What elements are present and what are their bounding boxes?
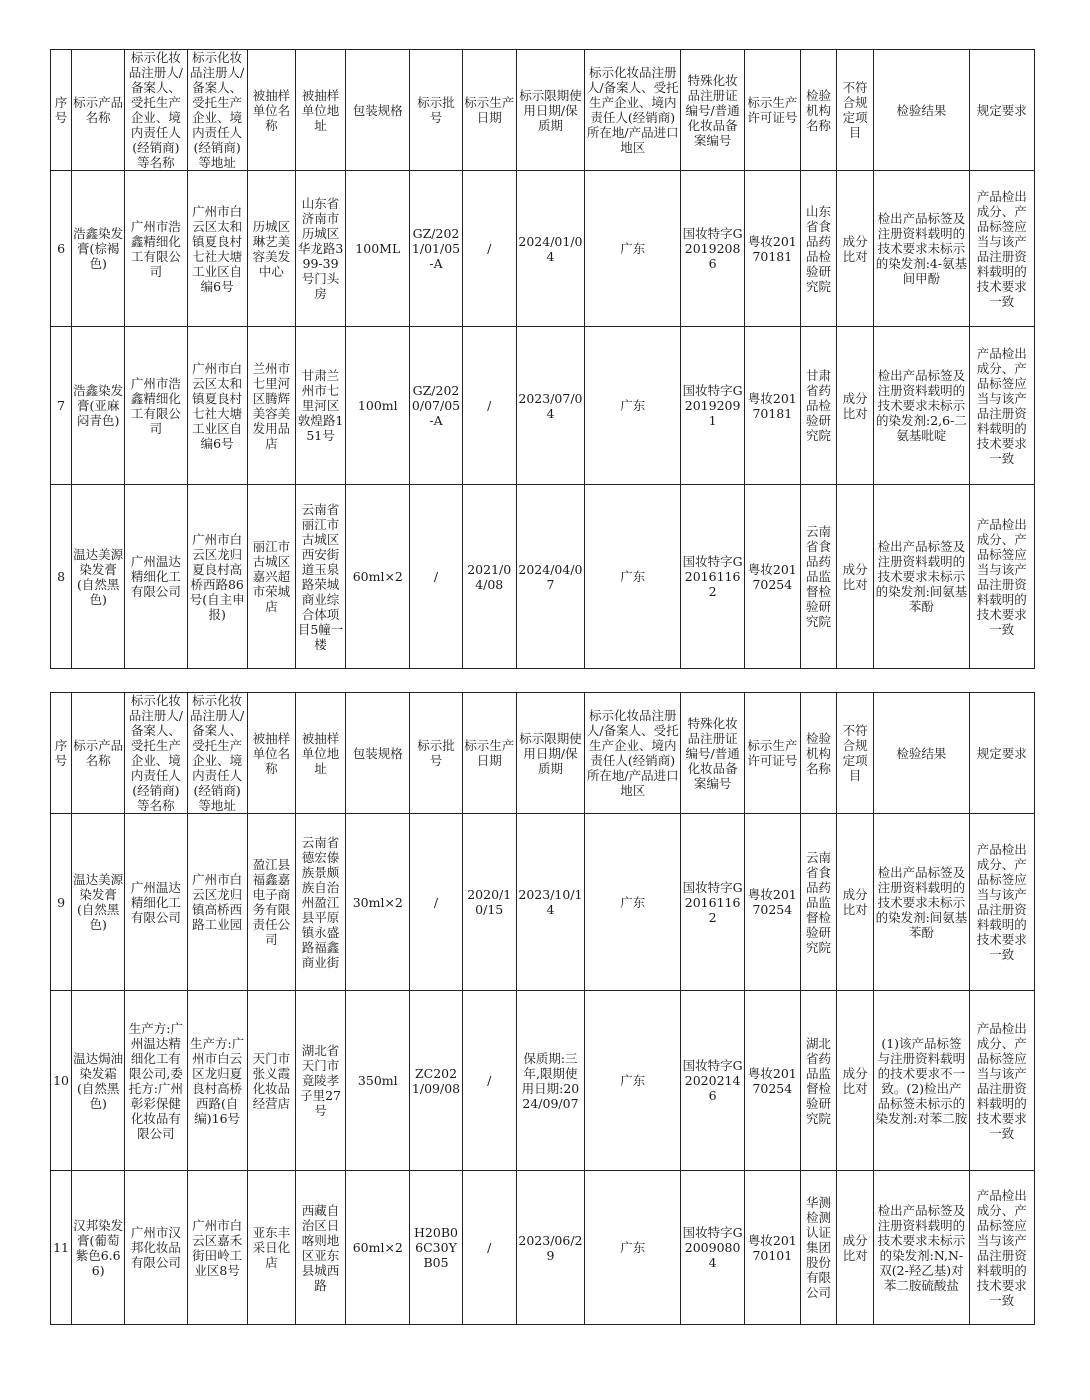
cell-batch: ZC2021/09/08: [410, 991, 462, 1171]
table-row: [51, 1171, 1035, 1325]
header-cell: 包装规格: [346, 50, 410, 171]
cell-prod-date: /: [462, 171, 516, 327]
cell-expiry: 2023/06/29: [516, 1171, 584, 1325]
cell-expiry: 2024/01/04: [516, 171, 584, 327]
cell-item: 成分比对: [837, 485, 874, 669]
cell-requirement: 产品检出成分、产品标签应当与该产品注册资料载明的技术要求一致: [969, 991, 1034, 1171]
table-header-row: [51, 50, 1035, 171]
cell-spec: 30ml×2: [346, 814, 410, 991]
header-cell: 包装规格: [346, 693, 410, 814]
cell-name: 温达美源染发膏(自然黑色): [72, 814, 125, 991]
cell-item: 成分比对: [837, 171, 874, 327]
table-row: [51, 991, 1035, 1171]
cell-name: 浩鑫染发膏(亚麻闷青色): [72, 327, 125, 485]
cell-license: 粤妆20170254: [744, 814, 800, 991]
cell-requirement: 产品检出成分、产品标签应当与该产品注册资料载明的技术要求一致: [969, 171, 1034, 327]
header-cell: 标示化妆品注册人/备案人、受托生产企业、境内责任人(经销商)等地址: [187, 693, 247, 814]
cell-region: 广东: [585, 485, 681, 669]
cell-reg-no: 国妆特字G20192091: [681, 327, 744, 485]
cell-no: 7: [51, 327, 72, 485]
cell-result: 检出产品标签及注册资料载明的技术要求未标示的染发剂:2,6-二氨基吡啶: [874, 327, 969, 485]
inspection-table-1: [50, 49, 1035, 669]
cell-address: 广州市白云区太和镇夏良村七社大塘工业区自编6号: [187, 327, 247, 485]
cell-name: 温达焗油染发霜(自然黑色): [72, 991, 125, 1171]
header-cell: 被抽样单位名称: [247, 693, 295, 814]
cell-reg-no: 国妆特字G20161162: [681, 485, 744, 669]
cell-address: 生产方:广州市白云区龙归夏良村高桥西路(自编)16号: [187, 991, 247, 1171]
cell-reg-no: 国妆特字G20192086: [681, 171, 744, 327]
cell-requirement: 产品检出成分、产品标签应当与该产品注册资料载明的技术要求一致: [969, 485, 1034, 669]
header-cell: 被抽样单位地址: [295, 50, 345, 171]
cell-requirement: 产品检出成分、产品标签应当与该产品注册资料载明的技术要求一致: [969, 327, 1034, 485]
header-cell: 特殊化妆品注册证编号/普通化妆品备案编号: [681, 693, 744, 814]
cell-batch: /: [410, 485, 462, 669]
cell-result: 检出产品标签及注册资料载明的技术要求未标示的染发剂:N,N-双(2-羟乙基)对苯二胺硫酸盐: [874, 1171, 969, 1325]
header-cell: 不符合规定项目: [837, 693, 874, 814]
header-cell: 检验结果: [874, 693, 969, 814]
cell-expiry: 2023/07/04: [516, 327, 584, 485]
cell-batch: GZ/2021/01/05-A: [410, 171, 462, 327]
cell-spec: 100ml: [346, 327, 410, 485]
cell-lab: 山东省食品药品检验研究院: [800, 171, 836, 327]
header-cell: 标示生产日期: [462, 50, 516, 171]
cell-requirement: 产品检出成分、产品标签应当与该产品注册资料载明的技术要求一致: [969, 1171, 1034, 1325]
cell-sampled-addr: 西藏自治区日喀则地区亚东县城西路: [295, 1171, 345, 1325]
header-cell: 标示生产许可证号: [744, 50, 800, 171]
cell-reg-no: 国妆特字G20161162: [681, 814, 744, 991]
cell-sampled: 历城区琳艺美容美发中心: [247, 171, 295, 327]
cell-no: 10: [51, 991, 72, 1171]
header-cell: 序号: [51, 50, 72, 171]
header-cell: 特殊化妆品注册证编号/普通化妆品备案编号: [681, 50, 744, 171]
cell-region: 广东: [585, 171, 681, 327]
cell-lab: 湖北省药品监督检验研究院: [800, 991, 836, 1171]
cell-spec: 350ml: [346, 991, 410, 1171]
cell-license: 粤妆20170101: [744, 1171, 800, 1325]
cell-address: 广州市白云区龙归镇高桥西路工业园: [187, 814, 247, 991]
cell-name: 温达美源染发膏(自然黑色): [72, 485, 125, 669]
table-row: [51, 327, 1035, 485]
cell-lab: 云南省食品药品监督检验研究院: [800, 814, 836, 991]
header-cell: 标示产品名称: [72, 50, 125, 171]
header-cell: 标示化妆品注册人/备案人、受托生产企业、境内责任人(经销商)等名称: [125, 50, 187, 171]
cell-sampled: 盈江县福鑫嘉电子商务有限责任公司: [247, 814, 295, 991]
cell-reg-no: 国妆特字G20090804: [681, 1171, 744, 1325]
cell-sampled-addr: 云南省丽江市古城区西安街道玉泉路荣城商业综合体项目5幢一楼: [295, 485, 345, 669]
cell-no: 8: [51, 485, 72, 669]
cell-sampled: 丽江市古城区嘉兴超市荣城店: [247, 485, 295, 669]
cell-no: 6: [51, 171, 72, 327]
header-cell: 检验机构名称: [800, 50, 836, 171]
cell-address: 广州市白云区嘉禾街田岭工业区8号: [187, 1171, 247, 1325]
cell-result: 检出产品标签及注册资料载明的技术要求未标示的染发剂:间氨基苯酚: [874, 814, 969, 991]
cell-address: 广州市白云区太和镇夏良村七社大塘工业区自编6号: [187, 171, 247, 327]
cell-spec: 100ML: [346, 171, 410, 327]
table-row: [51, 171, 1035, 327]
cell-sampled: 亚东丰采日化店: [247, 1171, 295, 1325]
header-cell: 标示化妆品注册人/备案人、受托生产企业、境内责任人(经销商)所在地/产品进口地区: [585, 50, 681, 171]
cell-prod-date: 2021/04/08: [462, 485, 516, 669]
header-cell: 序号: [51, 693, 72, 814]
cell-sampled-addr: 湖北省天门市竟陵孝子里27号: [295, 991, 345, 1171]
cell-company: 广州市汉邦化妆品有限公司: [125, 1171, 187, 1325]
cell-license: 粤妆20170254: [744, 991, 800, 1171]
header-cell: 标示化妆品注册人/备案人、受托生产企业、境内责任人(经销商)所在地/产品进口地区: [585, 693, 681, 814]
cell-prod-date: /: [462, 1171, 516, 1325]
header-cell: 标示限期使用日期/保质期: [516, 693, 584, 814]
header-cell: 标示限期使用日期/保质期: [516, 50, 584, 171]
cell-spec: 60ml×2: [346, 485, 410, 669]
cell-lab: 甘肃省药品检验研究院: [800, 327, 836, 485]
header-cell: 检验结果: [874, 50, 969, 171]
cell-no: 11: [51, 1171, 72, 1325]
cell-sampled: 兰州市七里河区腾辉美容美发用品店: [247, 327, 295, 485]
cell-expiry: 保质期:三年,限期使用日期:2024/09/07: [516, 991, 584, 1171]
cell-region: 广东: [585, 991, 681, 1171]
cell-no: 9: [51, 814, 72, 991]
cell-address: 广州市白云区龙归夏良村高桥西路86号(自主申报): [187, 485, 247, 669]
cell-region: 广东: [585, 327, 681, 485]
cell-license: 粤妆20170254: [744, 485, 800, 669]
table-header-row: [51, 693, 1035, 814]
header-cell: 被抽样单位名称: [247, 50, 295, 171]
inspection-table-2: [50, 692, 1035, 1325]
header-cell: 被抽样单位地址: [295, 693, 345, 814]
cell-expiry: 2023/10/14: [516, 814, 584, 991]
cell-name: 浩鑫染发膏(棕褐色): [72, 171, 125, 327]
cell-license: 粤妆20170181: [744, 171, 800, 327]
cell-item: 成分比对: [837, 327, 874, 485]
cell-sampled-addr: 甘肃兰州市七里河区敦煌路151号: [295, 327, 345, 485]
cell-company: 广州市浩鑫精细化工有限公司: [125, 327, 187, 485]
cell-company: 广州温达精细化工有限公司: [125, 485, 187, 669]
header-cell: 规定要求: [969, 50, 1034, 171]
cell-name: 汉邦染发膏(葡萄紫色6.66): [72, 1171, 125, 1325]
cell-region: 广东: [585, 1171, 681, 1325]
cell-result: 检出产品标签及注册资料载明的技术要求未标示的染发剂:4-氨基间甲酚: [874, 171, 969, 327]
header-cell: 不符合规定项目: [837, 50, 874, 171]
cell-reg-no: 国妆特字G20202146: [681, 991, 744, 1171]
header-cell: 标示生产日期: [462, 693, 516, 814]
cell-item: 成分比对: [837, 1171, 874, 1325]
table-row: [51, 485, 1035, 669]
header-cell: 标示产品名称: [72, 693, 125, 814]
cell-sampled: 天门市张义霞化妆品经营店: [247, 991, 295, 1171]
header-cell: 规定要求: [969, 693, 1034, 814]
cell-sampled-addr: 山东省济南市历城区华龙路399-39号门头房: [295, 171, 345, 327]
cell-prod-date: /: [462, 327, 516, 485]
cell-expiry: 2024/04/07: [516, 485, 584, 669]
cell-prod-date: /: [462, 991, 516, 1171]
cell-region: 广东: [585, 814, 681, 991]
cell-result: 检出产品标签及注册资料载明的技术要求未标示的染发剂:间氨基苯酚: [874, 485, 969, 669]
header-cell: 标示化妆品注册人/备案人、受托生产企业、境内责任人(经销商)等地址: [187, 50, 247, 171]
table-row: [51, 814, 1035, 991]
cell-company: 广州市浩鑫精细化工有限公司: [125, 171, 187, 327]
cell-batch: /: [410, 814, 462, 991]
cell-result: (1)该产品标签与注册资料载明的技术要求不一致。(2)检出产品标签未标示的染发剂:对苯二胺: [874, 991, 969, 1171]
cell-license: 粤妆20170181: [744, 327, 800, 485]
cell-item: 成分比对: [837, 814, 874, 991]
header-cell: 标示批号: [410, 50, 462, 171]
cell-batch: H20B06C30YB05: [410, 1171, 462, 1325]
header-cell: 检验机构名称: [800, 693, 836, 814]
cell-lab: 云南省食品药品监督检验研究院: [800, 485, 836, 669]
cell-item: 成分比对: [837, 991, 874, 1171]
cell-sampled-addr: 云南省德宏傣族景颇族自治州盈江县平原镇永盛路福鑫商业街: [295, 814, 345, 991]
header-cell: 标示批号: [410, 693, 462, 814]
cell-batch: GZ/2020/07/05-A: [410, 327, 462, 485]
cell-prod-date: 2020/10/15: [462, 814, 516, 991]
cell-lab: 华测检测认证集团股份有限公司: [800, 1171, 836, 1325]
cell-company: 生产方:广州温达精细化工有限公司,委托方:广州彰彩保健化妆品有限公司: [125, 991, 187, 1171]
header-cell: 标示生产许可证号: [744, 693, 800, 814]
cell-spec: 60ml×2: [346, 1171, 410, 1325]
cell-company: 广州温达精细化工有限公司: [125, 814, 187, 991]
header-cell: 标示化妆品注册人/备案人、受托生产企业、境内责任人(经销商)等名称: [125, 693, 187, 814]
cell-requirement: 产品检出成分、产品标签应当与该产品注册资料载明的技术要求一致: [969, 814, 1034, 991]
